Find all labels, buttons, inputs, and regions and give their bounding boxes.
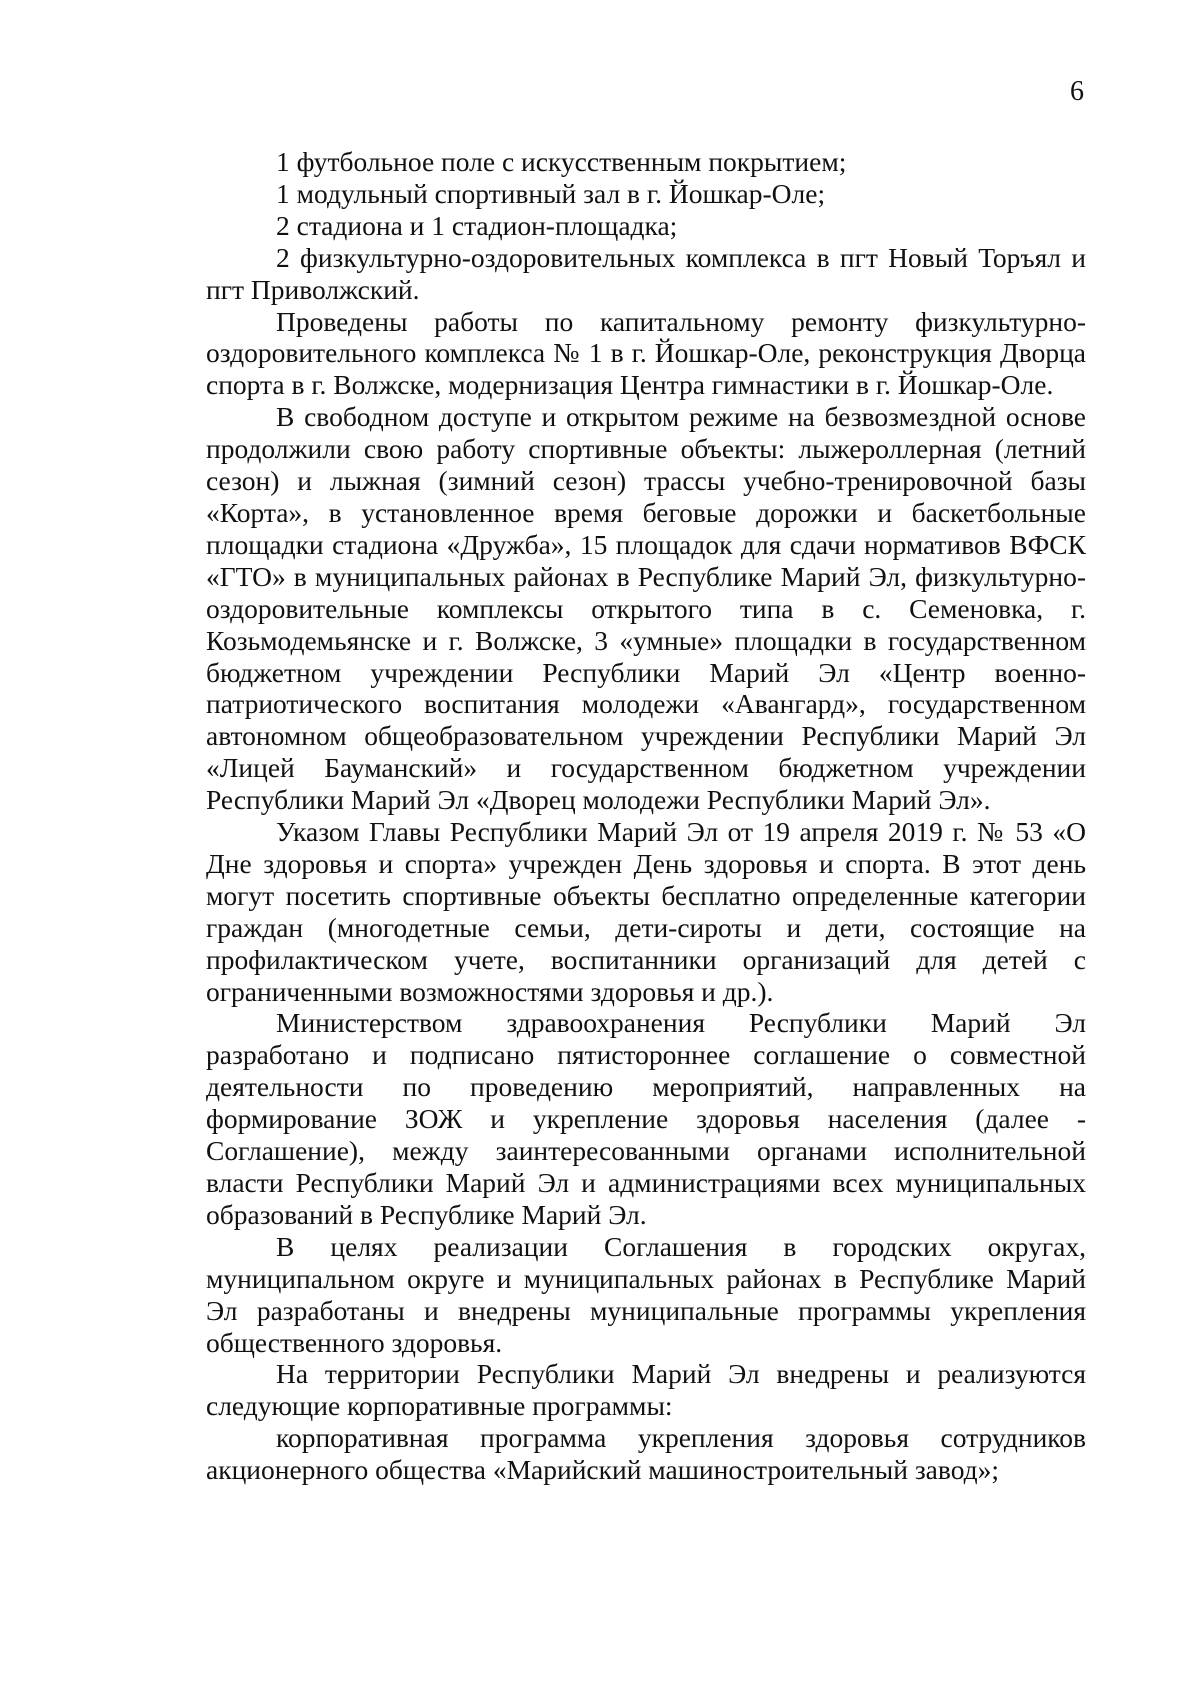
paragraph-free-access-facilities: В свободном доступе и открытом режиме на безвозмездной основе продолжили свою работу спортивные объекты: лыжероллерная (летний сезон) и лыжная (зимний сезон) трассы учебно-тренировочной базы «Корта», в установленное время беговые дорожки и баскетбольные площадки стадиона «Дружба», 15 площадок для сдачи нормативов ВФСК «ГТО» в муниципальных районах в Республике Марий Эл, физкультурно-оздоровительные комплексы открытого типа в с. Семеновка, г. Козьмодемьянске и г. Волжске, 3 «умные» площадки в государственном бюджетном учреждении Республики Марий Эл «Центр военно-патриотического воспитания молодежи «Авангард», государственном автономном общеобразовательном учреждении Республики Марий Эл «Лицей Бауманский» и государственном бюджетном учреждении Республики Марий Эл «Дворец молодежи Республики Марий Эл». — [206, 401, 1086, 816]
page-number: 6 — [1070, 76, 1084, 107]
paragraph-corporate-programs-intro: На территории Республики Марий Эл внедрены и реализуются следующие корпоративные программы: — [206, 1358, 1086, 1422]
paragraph-municipal-programs: В целях реализации Соглашения в городских округах, муниципальном округе и муниципальных районах в Республике Марий Эл разработаны и внедрены муниципальные программы укрепления общественного здоровья. — [206, 1230, 1086, 1358]
paragraph-fitness-complexes: 2 физкультурно-оздоровительных комплекса в пгт Новый Торъял и пгт Приволжский. — [206, 241, 1086, 305]
document-body — [206, 146, 1086, 1486]
paragraph-corporate-program-item: корпоративная программа укрепления здоровья сотрудников акционерного общества «Марийский машиностроительный завод»; — [206, 1422, 1086, 1486]
paragraph-modular-gym: 1 модульный спортивный зал в г. Йошкар-Оле; — [276, 177, 826, 209]
paragraph-ministry-agreement: Министерством здравоохранения Республики Марий Эл разработано и подписано пятистороннее соглашение о совместной деятельности по проведению мероприятий, направленных на формирование ЗОЖ и укрепление здоровья населения (далее - Соглашение), между заинтересованными органами исполнительной власти Республики Марий Эл и администрациями всех муниципальных образований в Республике Марий Эл. — [206, 1007, 1086, 1230]
paragraph-stadiums: 2 стадиона и 1 стадион-площадка; — [276, 209, 678, 241]
paragraph-health-day-decree: Указом Главы Республики Марий Эл от 19 апреля 2019 г. № 53 «О Дне здоровья и спорта» учрежден День здоровья и спорта. В этот день могут посетить спортивные объекты бесплатно определенные категории граждан (многодетные семьи, дети-сироты и дети, состоящие на профилактическом учете, воспитанники организаций для детей с ограниченными возможностями здоровья и др.). — [206, 816, 1086, 1007]
paragraph-football-field: 1 футбольное поле с искусственным покрытием; — [276, 146, 847, 177]
paragraph-repair-works: Проведены работы по капитальному ремонту физкультурно-оздоровительного комплекса № 1 в г. Йошкар-Оле, реконструкция Дворца спорта в г. Волжске, модернизация Центра гимнастики в г. Йошкар-Оле. — [206, 305, 1086, 401]
